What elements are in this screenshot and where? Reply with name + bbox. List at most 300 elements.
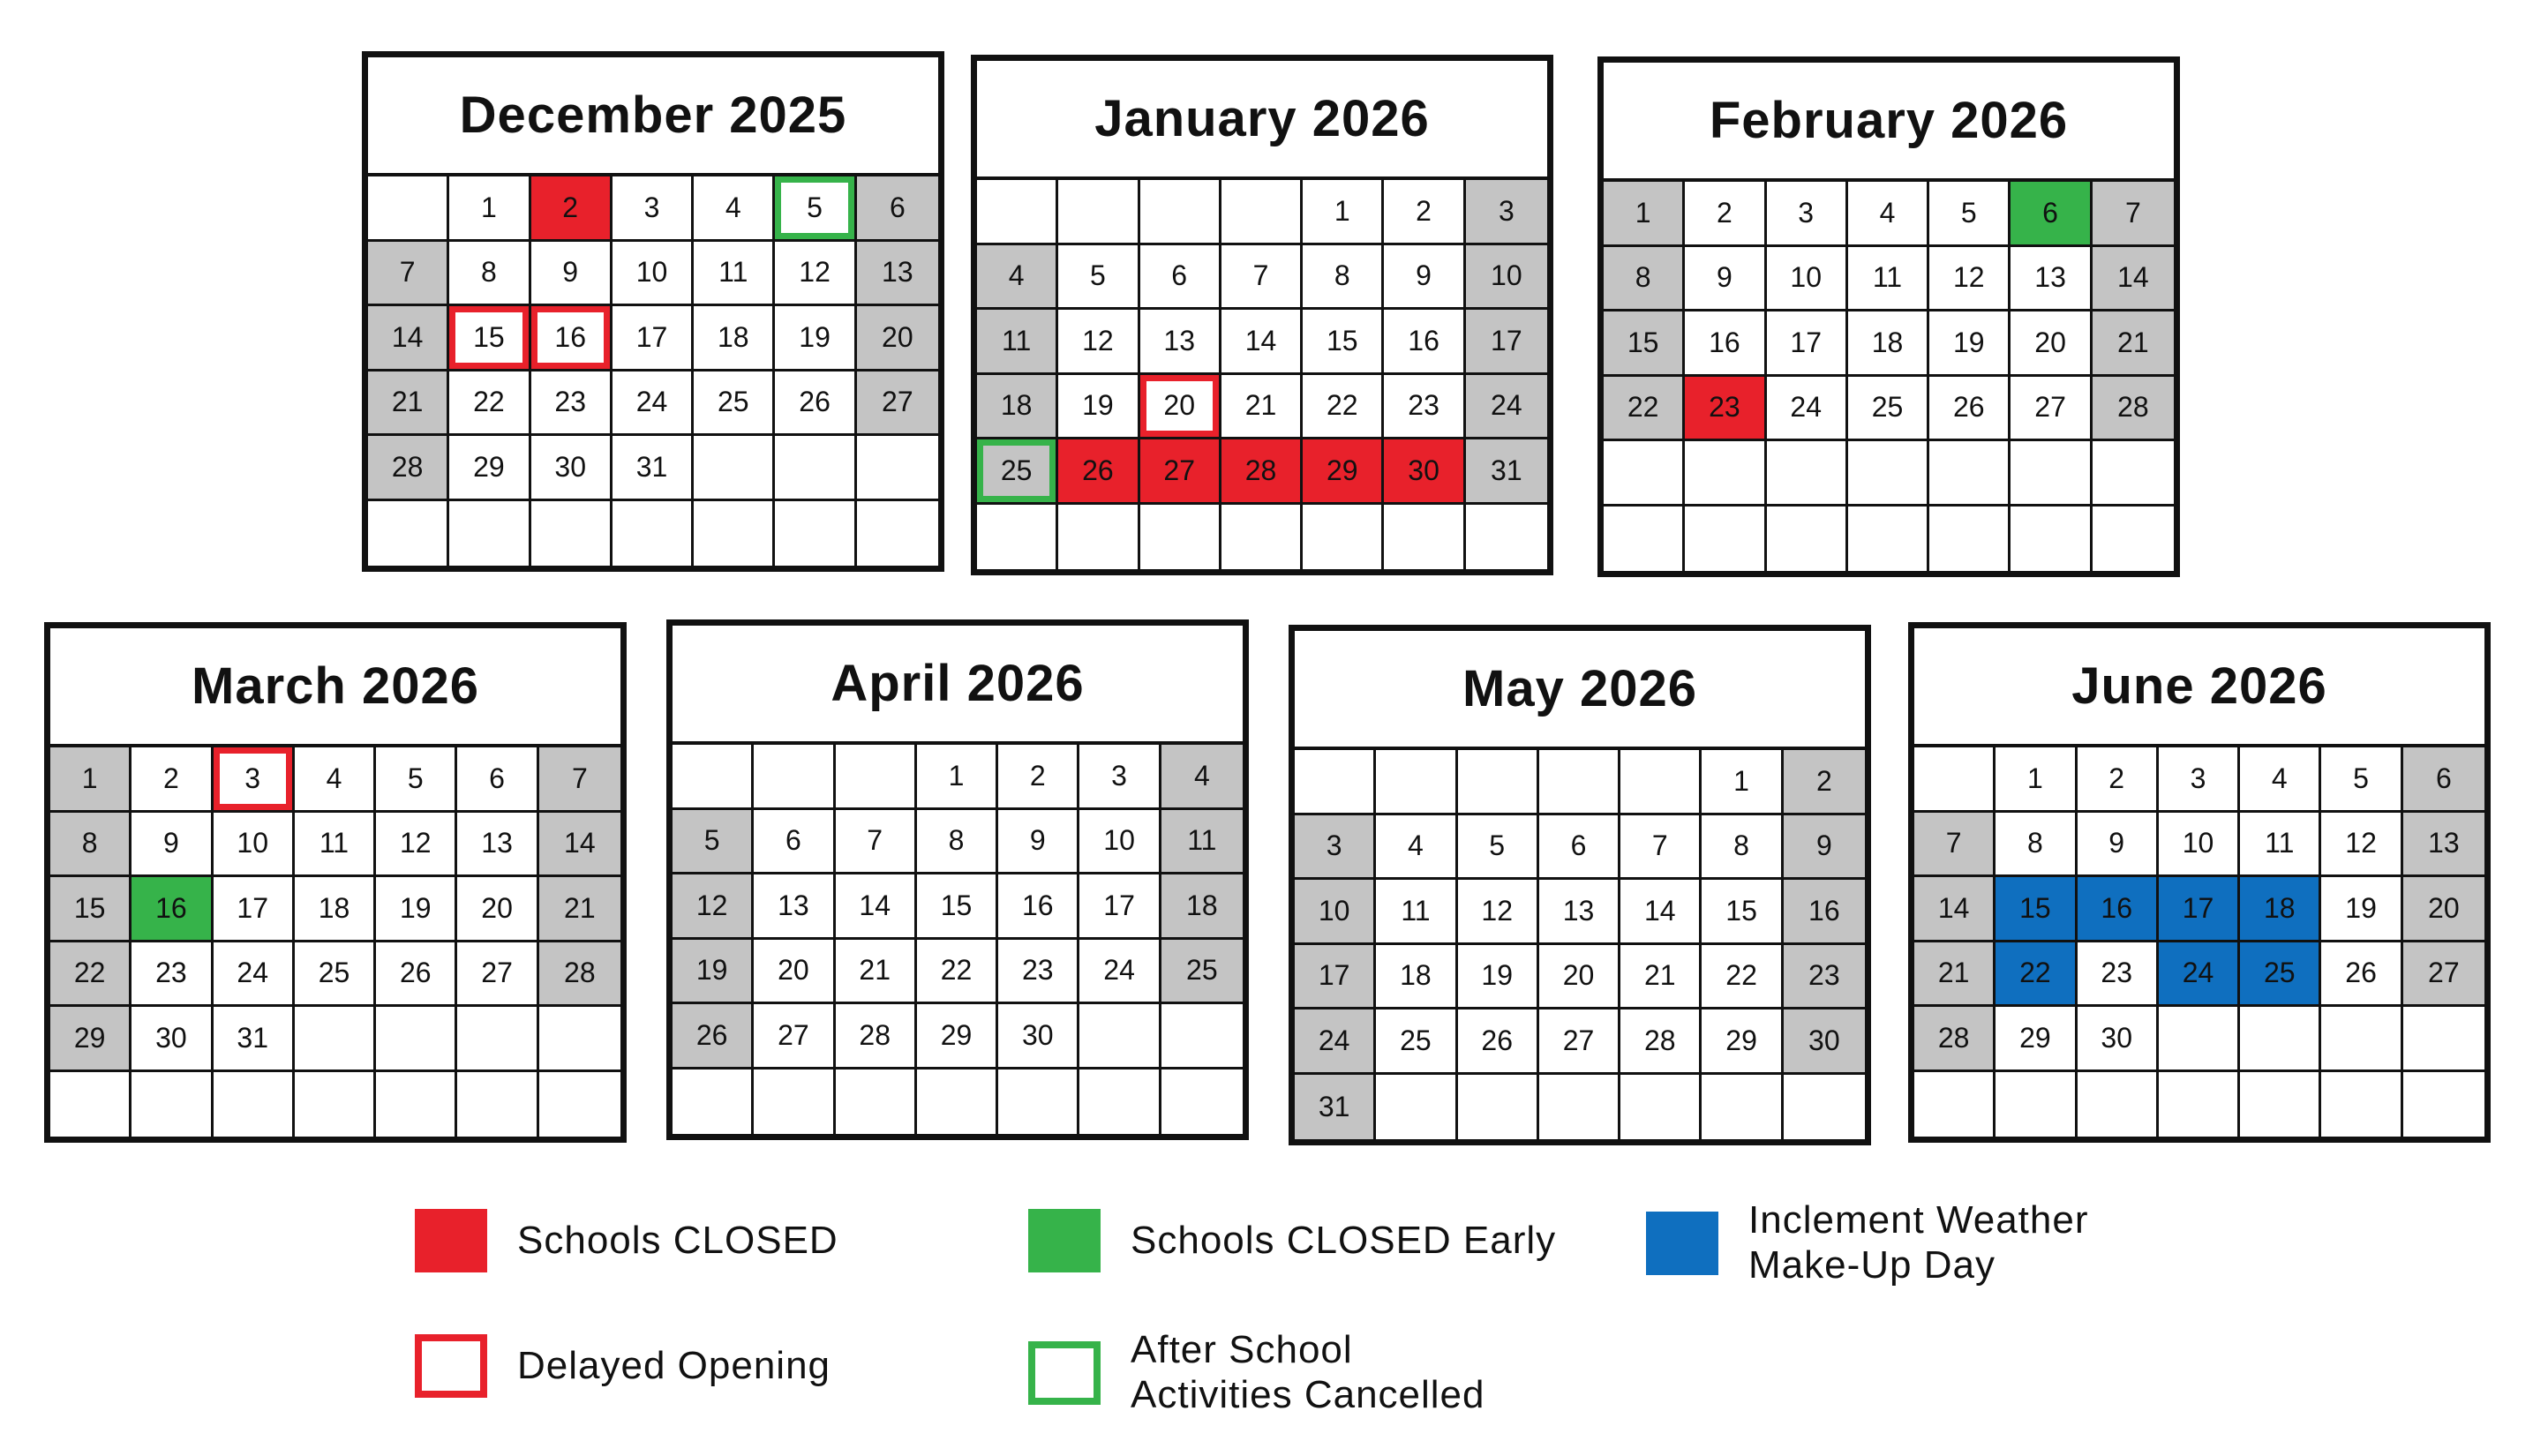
- empty-cell: [673, 1069, 754, 1135]
- day-cell: 3: [2159, 747, 2240, 813]
- day-cell: 30: [1384, 439, 1465, 505]
- day-cell: 6: [754, 810, 835, 875]
- empty-cell: [998, 1069, 1079, 1135]
- empty-cell: [1914, 747, 1996, 813]
- day-cell: 1: [1996, 747, 2077, 813]
- empty-cell: [754, 1069, 835, 1135]
- empty-cell: [531, 501, 613, 567]
- day-grid: [1295, 750, 1865, 1139]
- day-cell: 6: [1539, 815, 1620, 881]
- day-cell: 17: [1295, 945, 1376, 1010]
- empty-cell: [1604, 441, 1685, 507]
- empty-cell: [1140, 505, 1221, 570]
- day-cell: 24: [2159, 942, 2240, 1008]
- empty-cell: [1848, 441, 1929, 507]
- day-cell: 4: [1376, 815, 1457, 881]
- day-cell: 14: [368, 306, 449, 372]
- day-cell: 19: [775, 306, 856, 372]
- day-cell: 15: [1604, 311, 1685, 377]
- empty-cell: [1702, 1075, 1783, 1140]
- day-cell: 26: [673, 1004, 754, 1069]
- day-cell: 26: [1929, 377, 2011, 442]
- day-cell: 27: [1539, 1009, 1620, 1075]
- calendar-january-2026: [971, 55, 1553, 575]
- day-cell: 29: [917, 1004, 998, 1069]
- day-cell: 12: [1458, 880, 1539, 945]
- day-cell: 7: [1914, 813, 1996, 878]
- day-cell: 8: [1303, 245, 1384, 311]
- empty-cell: [857, 501, 938, 567]
- day-cell: 11: [1161, 810, 1243, 875]
- day-cell: 12: [775, 242, 856, 307]
- empty-cell: [2240, 1072, 2321, 1137]
- empty-cell: [917, 1069, 998, 1135]
- day-cell: 1: [1303, 180, 1384, 245]
- day-grid: [1604, 182, 2174, 571]
- day-cell: 26: [2321, 942, 2402, 1008]
- day-cell: 28: [1221, 439, 1303, 505]
- month-title: February 2026: [1604, 63, 2174, 182]
- day-cell: 9: [998, 810, 1079, 875]
- day-cell: 27: [457, 942, 538, 1008]
- day-cell: 22: [1303, 375, 1384, 440]
- day-cell: 23: [531, 372, 613, 437]
- day-cell: 22: [1702, 945, 1783, 1010]
- day-grid: [1914, 747, 2484, 1137]
- empty-cell: [376, 1007, 457, 1072]
- activities-swatch: [1028, 1341, 1101, 1405]
- day-cell: 29: [50, 1007, 132, 1072]
- day-cell: 16: [2078, 877, 2159, 942]
- empty-cell: [2403, 1007, 2484, 1072]
- makeup-swatch: [1646, 1212, 1718, 1275]
- day-cell: 12: [1058, 310, 1139, 375]
- day-cell: 11: [694, 242, 775, 307]
- empty-cell: [694, 501, 775, 567]
- empty-cell: [1303, 505, 1384, 570]
- empty-cell: [754, 745, 835, 810]
- day-cell: 12: [673, 874, 754, 940]
- empty-cell: [1221, 180, 1303, 245]
- legend-closed: [415, 1209, 838, 1272]
- day-cell: 17: [1466, 310, 1547, 375]
- day-cell: 18: [694, 306, 775, 372]
- day-cell: 2: [2078, 747, 2159, 813]
- day-cell: 2: [1784, 750, 1865, 815]
- day-cell: 24: [1767, 377, 1848, 442]
- day-cell: 25: [1376, 1009, 1457, 1075]
- day-cell: 12: [376, 813, 457, 878]
- day-cell: 21: [539, 877, 620, 942]
- day-cell: 16: [1685, 311, 1766, 377]
- empty-cell: [368, 501, 449, 567]
- day-cell: 20: [2011, 311, 2092, 377]
- day-cell: 20: [1140, 375, 1221, 440]
- day-cell: 23: [1784, 945, 1865, 1010]
- day-cell: 19: [1929, 311, 2011, 377]
- day-cell: 9: [531, 242, 613, 307]
- empty-cell: [1929, 441, 2011, 507]
- empty-cell: [694, 436, 775, 501]
- day-cell: 7: [1620, 815, 1702, 881]
- day-cell: 22: [1996, 942, 2077, 1008]
- day-cell: 8: [1702, 815, 1783, 881]
- empty-cell: [1376, 1075, 1457, 1140]
- day-cell: 24: [214, 942, 295, 1008]
- day-cell: 21: [1620, 945, 1702, 1010]
- calendar-may-2026: [1289, 625, 1871, 1145]
- day-cell: 13: [2011, 247, 2092, 312]
- day-cell: 11: [1376, 880, 1457, 945]
- day-cell: 8: [917, 810, 998, 875]
- day-cell: 5: [1058, 245, 1139, 311]
- day-cell: 8: [1996, 813, 2077, 878]
- day-cell: 11: [1848, 247, 1929, 312]
- empty-cell: [539, 1072, 620, 1137]
- day-cell: 9: [1685, 247, 1766, 312]
- day-cell: 31: [1466, 439, 1547, 505]
- day-cell: 21: [368, 372, 449, 437]
- empty-cell: [1058, 180, 1139, 245]
- day-cell: 16: [1384, 310, 1465, 375]
- empty-cell: [977, 180, 1058, 245]
- empty-cell: [2011, 441, 2092, 507]
- legend-delayed-label: Delayed Opening: [517, 1343, 831, 1387]
- day-cell: 22: [1604, 377, 1685, 442]
- day-cell: 29: [1702, 1009, 1783, 1075]
- empty-cell: [2159, 1007, 2240, 1072]
- day-cell: 6: [857, 176, 938, 242]
- legend-closed-early: [1028, 1209, 1556, 1272]
- day-cell: 4: [1848, 182, 1929, 247]
- day-cell: 17: [2159, 877, 2240, 942]
- day-cell: 15: [917, 874, 998, 940]
- day-cell: 25: [1848, 377, 1929, 442]
- day-cell: 28: [2093, 377, 2174, 442]
- empty-cell: [1620, 1075, 1702, 1140]
- empty-cell: [539, 1007, 620, 1072]
- day-cell: 7: [1221, 245, 1303, 311]
- empty-cell: [1784, 1075, 1865, 1140]
- day-cell: 9: [1784, 815, 1865, 881]
- empty-cell: [1914, 1072, 1996, 1137]
- day-cell: 26: [1458, 1009, 1539, 1075]
- day-cell: 16: [531, 306, 613, 372]
- day-cell: 23: [998, 940, 1079, 1005]
- empty-cell: [1929, 507, 2011, 572]
- empty-cell: [1458, 1075, 1539, 1140]
- calendar-june-2026: [1908, 622, 2491, 1143]
- day-cell: 3: [1767, 182, 1848, 247]
- month-title: January 2026: [977, 61, 1547, 180]
- day-cell: 5: [1929, 182, 2011, 247]
- empty-cell: [613, 501, 694, 567]
- month-title: June 2026: [1914, 628, 2484, 747]
- day-cell: 27: [857, 372, 938, 437]
- empty-cell: [2321, 1007, 2402, 1072]
- day-cell: 28: [1914, 1007, 1996, 1072]
- day-cell: 11: [977, 310, 1058, 375]
- empty-cell: [673, 745, 754, 810]
- day-cell: 21: [1914, 942, 1996, 1008]
- day-cell: 13: [754, 874, 835, 940]
- day-cell: 15: [1702, 880, 1783, 945]
- empty-cell: [1295, 750, 1376, 815]
- day-cell: 1: [50, 747, 132, 813]
- empty-cell: [836, 1069, 917, 1135]
- day-cell: 19: [673, 940, 754, 1005]
- day-cell: 20: [457, 877, 538, 942]
- day-cell: 18: [1376, 945, 1457, 1010]
- day-cell: 13: [1140, 310, 1221, 375]
- day-cell: 2: [1685, 182, 1766, 247]
- day-cell: 2: [132, 747, 213, 813]
- day-cell: 23: [1685, 377, 1766, 442]
- day-cell: 29: [1303, 439, 1384, 505]
- day-cell: 17: [613, 306, 694, 372]
- day-cell: 1: [917, 745, 998, 810]
- day-cell: 5: [775, 176, 856, 242]
- empty-cell: [1466, 505, 1547, 570]
- day-cell: 7: [836, 810, 917, 875]
- month-title: December 2025: [368, 57, 938, 176]
- day-cell: 8: [50, 813, 132, 878]
- empty-cell: [2093, 507, 2174, 572]
- day-cell: 7: [368, 242, 449, 307]
- day-cell: 26: [775, 372, 856, 437]
- month-title: March 2026: [50, 628, 620, 747]
- legend-makeup: [1646, 1198, 2088, 1287]
- empty-cell: [1848, 507, 1929, 572]
- empty-cell: [2093, 441, 2174, 507]
- day-cell: 3: [1466, 180, 1547, 245]
- empty-cell: [1058, 505, 1139, 570]
- day-cell: 1: [1604, 182, 1685, 247]
- empty-cell: [457, 1072, 538, 1137]
- day-cell: 6: [1140, 245, 1221, 311]
- empty-cell: [2159, 1072, 2240, 1137]
- day-cell: 7: [539, 747, 620, 813]
- day-cell: 31: [214, 1007, 295, 1072]
- day-cell: 10: [214, 813, 295, 878]
- day-cell: 23: [2078, 942, 2159, 1008]
- day-cell: 3: [1079, 745, 1161, 810]
- empty-cell: [1620, 750, 1702, 815]
- calendar-march-2026: [44, 622, 627, 1143]
- empty-cell: [1161, 1069, 1243, 1135]
- day-cell: 17: [214, 877, 295, 942]
- day-cell: 19: [1458, 945, 1539, 1010]
- day-cell: 25: [2240, 942, 2321, 1008]
- empty-cell: [50, 1072, 132, 1137]
- day-cell: 18: [977, 375, 1058, 440]
- day-cell: 28: [368, 436, 449, 501]
- legend-closed-early-label: Schools CLOSED Early: [1131, 1218, 1557, 1262]
- day-cell: 25: [694, 372, 775, 437]
- day-cell: 30: [132, 1007, 213, 1072]
- day-cell: 18: [1161, 874, 1243, 940]
- day-cell: 26: [376, 942, 457, 1008]
- empty-cell: [449, 501, 530, 567]
- day-cell: 20: [1539, 945, 1620, 1010]
- day-cell: 21: [2093, 311, 2174, 377]
- day-cell: 24: [1466, 375, 1547, 440]
- day-cell: 25: [295, 942, 376, 1008]
- day-cell: 20: [857, 306, 938, 372]
- empty-cell: [1685, 507, 1766, 572]
- empty-cell: [775, 501, 856, 567]
- empty-cell: [977, 505, 1058, 570]
- empty-cell: [1996, 1072, 2077, 1137]
- day-cell: 1: [1702, 750, 1783, 815]
- day-cell: 28: [539, 942, 620, 1008]
- day-cell: 21: [1221, 375, 1303, 440]
- empty-cell: [2240, 1007, 2321, 1072]
- day-grid: [977, 180, 1547, 569]
- day-cell: 29: [449, 436, 530, 501]
- empty-cell: [1221, 505, 1303, 570]
- empty-cell: [295, 1007, 376, 1072]
- empty-cell: [1767, 441, 1848, 507]
- day-cell: 17: [1079, 874, 1161, 940]
- day-cell: 10: [1466, 245, 1547, 311]
- day-cell: 28: [1620, 1009, 1702, 1075]
- empty-cell: [1384, 505, 1465, 570]
- day-grid: [368, 176, 938, 566]
- calendar-april-2026: [666, 619, 1249, 1140]
- day-cell: 4: [694, 176, 775, 242]
- day-cell: 10: [2159, 813, 2240, 878]
- empty-cell: [1604, 507, 1685, 572]
- day-cell: 23: [1384, 375, 1465, 440]
- day-cell: 2: [531, 176, 613, 242]
- empty-cell: [2321, 1072, 2402, 1137]
- day-cell: 10: [613, 242, 694, 307]
- day-cell: 19: [2321, 877, 2402, 942]
- day-cell: 6: [457, 747, 538, 813]
- calendar-february-2026: [1597, 56, 2180, 577]
- day-cell: 30: [2078, 1007, 2159, 1072]
- day-cell: 8: [1604, 247, 1685, 312]
- empty-cell: [1079, 1069, 1161, 1135]
- day-cell: 31: [1295, 1075, 1376, 1140]
- day-cell: 4: [295, 747, 376, 813]
- day-cell: 13: [2403, 813, 2484, 878]
- empty-cell: [1539, 1075, 1620, 1140]
- empty-cell: [1161, 1004, 1243, 1069]
- day-grid: [50, 747, 620, 1137]
- legend-activities-label: After School Activities Cancelled: [1131, 1328, 1485, 1416]
- day-cell: 9: [1384, 245, 1465, 311]
- empty-cell: [2078, 1072, 2159, 1137]
- day-cell: 20: [2403, 877, 2484, 942]
- legend-delayed: [415, 1334, 831, 1398]
- empty-cell: [1079, 1004, 1161, 1069]
- empty-cell: [1539, 750, 1620, 815]
- empty-cell: [1140, 180, 1221, 245]
- day-cell: 25: [977, 439, 1058, 505]
- closed-swatch: [415, 1209, 487, 1272]
- day-cell: 6: [2011, 182, 2092, 247]
- day-cell: 14: [836, 874, 917, 940]
- day-cell: 1: [449, 176, 530, 242]
- day-cell: 18: [2240, 877, 2321, 942]
- day-cell: 24: [1295, 1009, 1376, 1075]
- day-cell: 22: [449, 372, 530, 437]
- legend-activities: [1028, 1328, 1485, 1417]
- day-cell: 21: [836, 940, 917, 1005]
- day-cell: 13: [857, 242, 938, 307]
- closed-early-swatch: [1028, 1209, 1101, 1272]
- day-cell: 11: [2240, 813, 2321, 878]
- day-cell: 10: [1295, 880, 1376, 945]
- day-cell: 30: [1784, 1009, 1865, 1075]
- day-cell: 23: [132, 942, 213, 1008]
- day-cell: 19: [376, 877, 457, 942]
- day-cell: 2: [1384, 180, 1465, 245]
- day-cell: 3: [613, 176, 694, 242]
- day-cell: 4: [1161, 745, 1243, 810]
- legend-makeup-label: Inclement Weather Make-Up Day: [1748, 1198, 2089, 1287]
- empty-cell: [857, 436, 938, 501]
- day-cell: 5: [673, 810, 754, 875]
- day-cell: 22: [50, 942, 132, 1008]
- legend-closed-label: Schools CLOSED: [517, 1218, 838, 1262]
- day-cell: 4: [977, 245, 1058, 311]
- empty-cell: [295, 1072, 376, 1137]
- day-cell: 5: [1458, 815, 1539, 881]
- day-cell: 17: [1767, 311, 1848, 377]
- empty-cell: [214, 1072, 295, 1137]
- day-cell: 16: [1784, 880, 1865, 945]
- day-cell: 12: [2321, 813, 2402, 878]
- day-cell: 3: [1295, 815, 1376, 881]
- empty-cell: [1376, 750, 1457, 815]
- day-cell: 27: [2403, 942, 2484, 1008]
- day-cell: 10: [1079, 810, 1161, 875]
- day-cell: 6: [2403, 747, 2484, 813]
- day-cell: 3: [214, 747, 295, 813]
- day-cell: 2: [998, 745, 1079, 810]
- day-cell: 5: [376, 747, 457, 813]
- empty-cell: [132, 1072, 213, 1137]
- day-cell: 26: [1058, 439, 1139, 505]
- day-cell: 4: [2240, 747, 2321, 813]
- day-cell: 27: [1140, 439, 1221, 505]
- day-cell: 7: [2093, 182, 2174, 247]
- empty-cell: [1767, 507, 1848, 572]
- empty-cell: [775, 436, 856, 501]
- day-cell: 16: [998, 874, 1079, 940]
- day-cell: 30: [531, 436, 613, 501]
- day-cell: 16: [132, 877, 213, 942]
- day-cell: 12: [1929, 247, 2011, 312]
- empty-cell: [368, 176, 449, 242]
- day-cell: 13: [457, 813, 538, 878]
- day-grid: [673, 745, 1243, 1134]
- day-cell: 15: [1303, 310, 1384, 375]
- day-cell: 24: [613, 372, 694, 437]
- empty-cell: [1685, 441, 1766, 507]
- day-cell: 14: [1914, 877, 1996, 942]
- empty-cell: [2403, 1072, 2484, 1137]
- empty-cell: [457, 1007, 538, 1072]
- day-cell: 14: [1620, 880, 1702, 945]
- day-cell: 18: [295, 877, 376, 942]
- day-cell: 31: [613, 436, 694, 501]
- day-cell: 15: [50, 877, 132, 942]
- day-cell: 9: [2078, 813, 2159, 878]
